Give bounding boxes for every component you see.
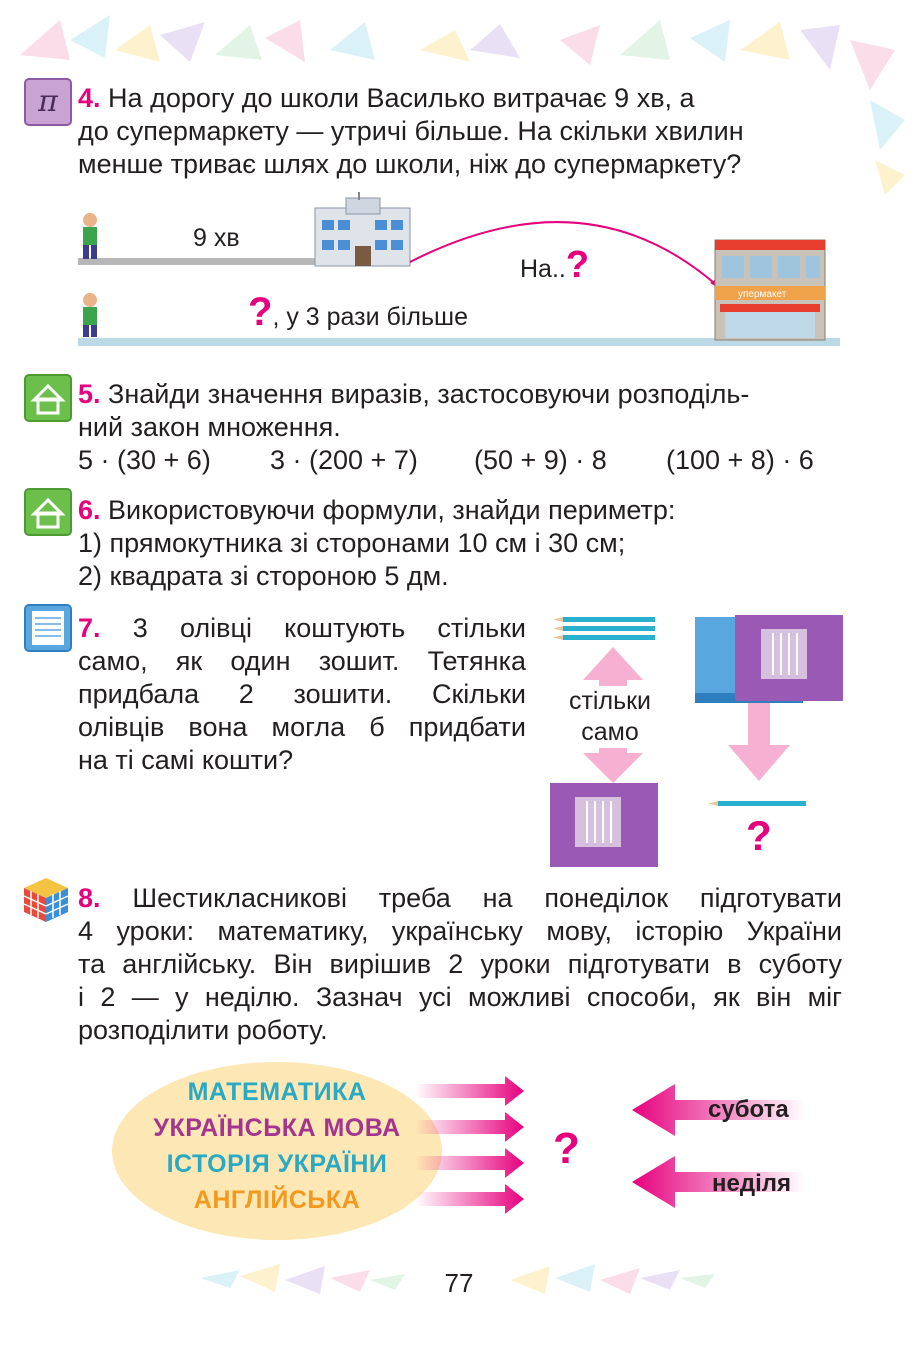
question-mark: ? — [746, 812, 772, 859]
day-sunday: неділя — [712, 1170, 791, 1197]
task-number: 7. — [78, 613, 101, 643]
expression: (100 + 8) · 6 — [666, 445, 814, 475]
subject-label: АНГЛІЙСЬКА — [193, 1186, 361, 1214]
subject-label: УКРАЇНСЬКА МОВА — [153, 1114, 401, 1142]
boy-icon — [83, 213, 97, 259]
page-number: 77 — [444, 1268, 474, 1298]
task8-text: 8. Шестикласникові треба на понеділок підготувати 4 уроки: математику, українську мову, історію України та англійську. Він вирішив 2 уроки підготувати в суботу і 2 — у неділю. Зазнач усі можливі способи, як він міг розподілити роботу. — [78, 883, 842, 1045]
expression: (50 + 9) · 8 — [474, 445, 607, 475]
pencil-icon — [553, 617, 655, 640]
school-icon — [315, 192, 410, 266]
label-na: На..? — [520, 244, 590, 286]
task7-text: 7. 3 олівці коштують стільки само, як один зошит. Тетянка придбала 2 зошити. Скільки олівців вона могла б придбати на ті самі кошти? — [78, 613, 526, 775]
rubiks-cube-icon — [22, 876, 70, 924]
label-9min: 9 хв — [193, 224, 240, 252]
task-number: 5. — [78, 379, 101, 409]
task4-text: 4. На дорогу до школи Василько витрачає 9 хв, а до супермаркету — утричі більше. На скільки хвилин менше триває шлях до школи, ніж до супермаркету? — [78, 83, 744, 179]
home-icon — [24, 374, 72, 422]
question-mark: ? — [553, 1124, 580, 1173]
task6-text: 6. Використовуючи формули, знайди периметр: 1) прямокутника зі сторонами 10 см і 30 см; 2) квадрата зі стороною 5 дм. — [78, 495, 676, 591]
task5-text: 5. Знайди значення виразів, застосовуючи розподіль- ний закон множення. — [78, 379, 750, 442]
day-saturday: субота — [708, 1096, 789, 1123]
notebook-image — [550, 783, 658, 867]
pi-icon: π — [24, 78, 72, 126]
task-number: 4. — [78, 83, 101, 113]
right-arrow-icon — [415, 1076, 524, 1214]
subject-label: МАТЕМАТИКА — [187, 1078, 367, 1106]
subjects-list — [112, 1074, 442, 1218]
supermarket-icon — [715, 240, 825, 340]
expression: 3 · (200 + 7) — [270, 445, 418, 475]
label-same: стільки само — [548, 686, 672, 748]
task-number: 6. — [78, 495, 101, 525]
svg-text:упермакет: упермакет — [738, 289, 787, 300]
expression: 5 · (30 + 6) — [78, 445, 211, 475]
task-number: 8. — [78, 883, 101, 913]
notebook-icon — [24, 604, 72, 652]
label-3times: ?, у 3 рази більше — [248, 290, 468, 334]
subject-label: ІСТОРІЯ УКРАЇНИ — [166, 1150, 388, 1178]
home-icon — [24, 488, 72, 536]
